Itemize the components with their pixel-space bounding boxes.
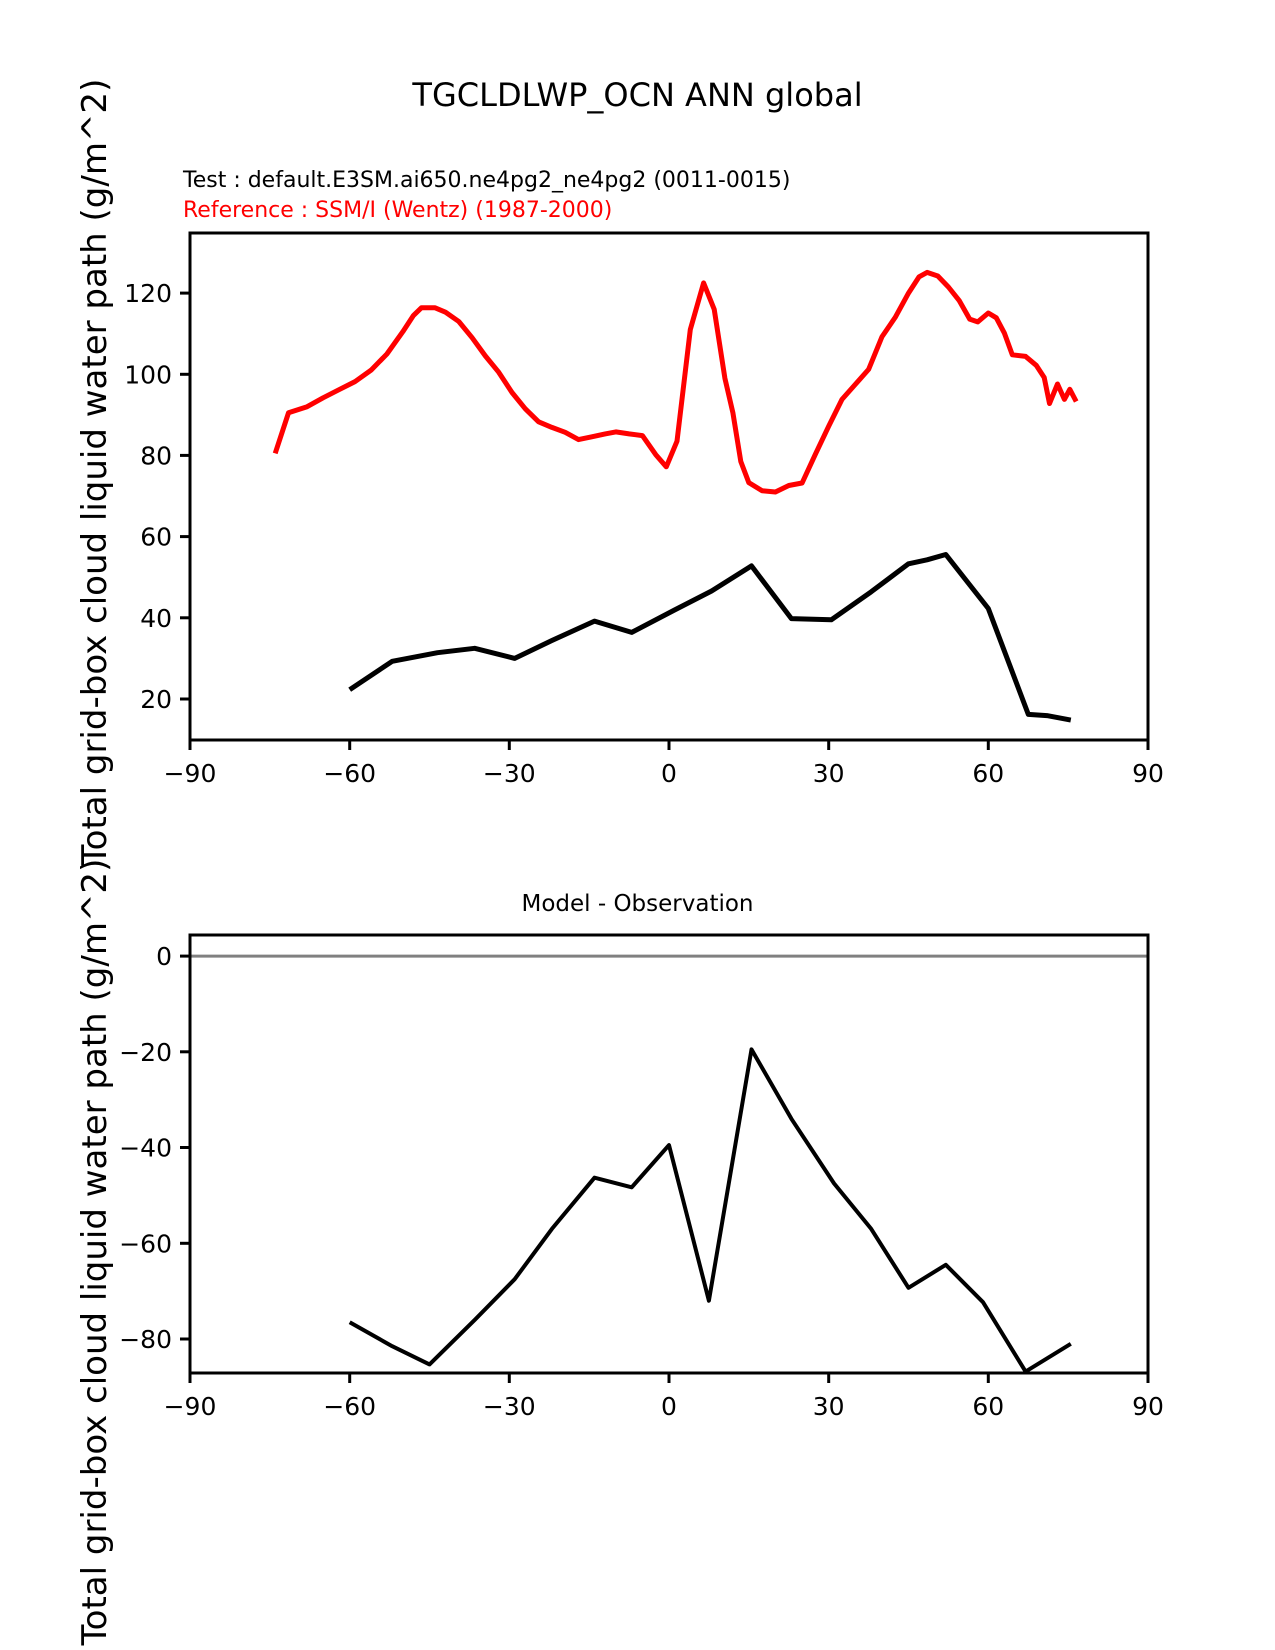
y-tick-label: 60 [140, 522, 172, 552]
x-tick-label: −90 [163, 759, 217, 788]
x-tick-label: −60 [323, 759, 377, 788]
y-tick-label: 100 [124, 360, 172, 390]
y-tick-label: −60 [119, 1229, 172, 1259]
y-tick-label: 0 [156, 942, 172, 972]
y-tick-label: −40 [119, 1133, 172, 1163]
difference-chart-title: Model - Observation [521, 891, 754, 917]
x-tick-label: 60 [972, 1392, 1005, 1421]
x-tick-label: −60 [323, 1392, 377, 1421]
reference-run-label: Reference : SSM/I (Wentz) (1987-2000) [183, 198, 613, 223]
y-tick-label: 40 [140, 603, 172, 633]
test-series-line [350, 555, 1071, 721]
x-tick-label: 0 [661, 1392, 677, 1421]
top-y-axis-label: Total grid-box cloud liquid water path (g/m^2) [75, 78, 115, 866]
bottom-y-axis-label: Total grid-box cloud liquid water path (g/m^2) [75, 858, 115, 1646]
y-tick-label: −20 [119, 1037, 172, 1067]
x-tick-label: 60 [972, 759, 1005, 788]
test-run-label: Test : default.E3SM.ai650.ne4pg2_ne4pg2 (0011-0015) [183, 168, 791, 193]
reference-series-line [275, 272, 1076, 492]
x-tick-label: −90 [163, 1392, 217, 1421]
page-title: TGCLDLWP_OCN ANN global [412, 76, 863, 114]
difference-series-line [350, 1049, 1071, 1371]
y-tick-label: 80 [140, 441, 172, 471]
x-tick-label: 90 [1132, 759, 1164, 788]
x-tick-label: 30 [812, 1392, 845, 1421]
y-tick-label: 120 [124, 279, 172, 309]
y-tick-label: 20 [140, 685, 172, 714]
x-tick-label: 30 [812, 759, 845, 788]
x-tick-label: 0 [661, 759, 677, 788]
plot-border [190, 935, 1148, 1373]
plot-border [190, 233, 1148, 740]
x-tick-label: 90 [1132, 1392, 1164, 1421]
y-tick-label: −80 [119, 1325, 172, 1354]
x-tick-label: −30 [482, 1392, 536, 1421]
x-tick-label: −30 [482, 759, 536, 788]
